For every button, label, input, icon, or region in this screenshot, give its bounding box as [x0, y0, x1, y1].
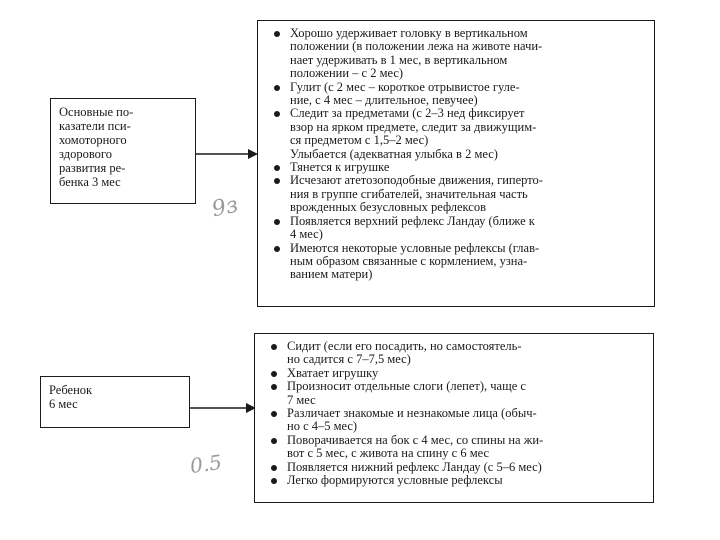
section1-item-text: Имеются некоторые условные рефлексы (глав- ным образом связанные с кормлением, узна- ванием матери): [290, 240, 540, 282]
section2-item: [269, 340, 645, 367]
bullet-icon: [271, 411, 277, 417]
section2-item: [269, 380, 645, 407]
section1-arrow: [196, 146, 258, 162]
bullet-icon: [274, 111, 280, 117]
bullet-icon: [274, 219, 280, 225]
section1-item-text: Следит за предметами (с 2–3 нед фиксирует взор на ярком предмете, следит за движущим- ся предметом с 1,5–2 мес): [290, 106, 537, 148]
section2-arrow: [190, 400, 256, 416]
section2-item-text: Хватает игрушку: [287, 365, 379, 380]
bullet-icon: [271, 371, 277, 377]
section1-item-text: Исчезают атетозоподобные движения, гиперто- ния в группе сгибателей, значительная часть врожденных безусловных рефлексов: [290, 173, 543, 215]
bullet-icon: [274, 165, 280, 171]
section1-item: [272, 107, 646, 161]
bullet-icon: [271, 344, 277, 350]
section2-item: [269, 407, 645, 434]
section2-label-box: [40, 376, 190, 428]
section2-list-box: [254, 333, 654, 503]
section1-item: [272, 242, 646, 282]
bullet-icon: [271, 438, 277, 444]
handwritten-mark: 9з: [209, 192, 241, 223]
section1-item: [272, 27, 646, 81]
section2-label: Ребенок 6 мес: [49, 383, 93, 411]
handwritten-mark: 0.5: [188, 449, 224, 479]
bullet-icon: [271, 465, 277, 471]
section2-item: [269, 474, 645, 487]
section2-item-text: Различает знакомые и незнакомые лица (обыч- но с 4–5 мес): [287, 406, 537, 434]
section1-item: [272, 161, 646, 174]
section2-item-text: Поворачивается на бок с 4 мес, со спины на жи- вот с 5 мес, с живота на спину с 6 мес: [287, 432, 544, 461]
section1-item-text: Хорошо удерживает головку в вертикальном положении (в положении лежа на животе начи- нает удерживать в 1 мес, в вертикальном положении – с 2 мес): [290, 26, 543, 81]
section1-label-box: [50, 98, 196, 204]
section1-item-text: Тянется к игрушке: [290, 160, 390, 175]
bullet-icon: [271, 384, 277, 390]
section2-item: [269, 461, 645, 474]
section1-label: Основные по- казатели пси- хомоторного здорового развития ре- бенка 3 мес: [59, 105, 134, 189]
section1-list-box: [257, 20, 655, 307]
section2-item-text: Легко формируются условные рефлексы: [287, 473, 503, 488]
section2-item-text: Появляется нижний рефлекс Ландау (с 5–6 мес): [287, 459, 542, 474]
section1-item-extra: Улыбается (адекватная улыбка в 2 мес): [290, 146, 498, 161]
section1-item: [272, 174, 646, 214]
section2-item-text: Произносит отдельные слоги (лепет), чаще с 7 мес: [287, 379, 526, 407]
bullet-icon: [271, 478, 277, 484]
section1-item: [272, 81, 646, 108]
section1-item-text: Появляется верхний рефлекс Ландау (ближе к 4 мес): [290, 213, 535, 242]
bullet-icon: [274, 85, 280, 91]
bullet-icon: [274, 178, 280, 184]
bullet-icon: [274, 246, 280, 252]
section1-item-text: Гулит (с 2 мес – короткое отрывистое гуле- ние, с 4 мес – длительное, певучее): [290, 79, 520, 108]
bullet-icon: [274, 31, 280, 37]
section2-item-text: Сидит (если его посадить, но самостоятель- но садится с 7–7,5 мес): [287, 339, 522, 367]
section1-item: [272, 215, 646, 242]
section2-item: [269, 434, 645, 461]
section2-item: [269, 367, 645, 380]
